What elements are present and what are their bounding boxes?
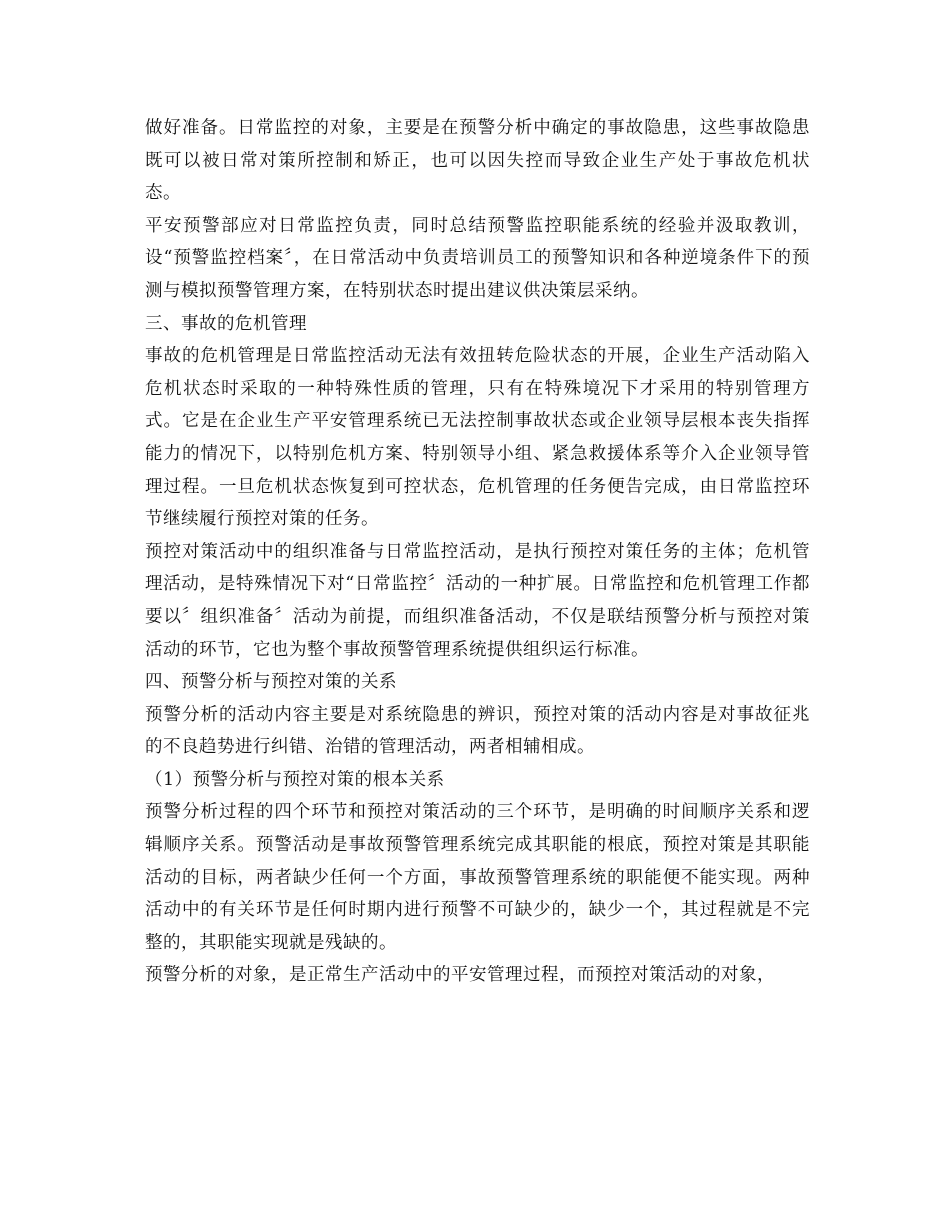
section-heading-crisis-management: 三、事故的危机管理: [145, 313, 307, 334]
paragraph-analysis-control-content: 预警分析的活动内容主要是对系统隐患的辨识，预控对策的活动内容是对事故征兆的不良趋势进行纠错、治错的管理活动，两者相辅相成。: [145, 704, 810, 758]
paragraph-analysis-object: 预警分析的对象，是正常生产活动中的平安管理过程，而预控对策活动的对象，: [145, 965, 775, 986]
paragraph-time-logic-order: 预警分析过程的四个环节和预控对策活动的三个环节，是明确的时间顺序关系和逻辑顺序关系。预警活动是事故预警管理系统完成其职能的根底，预控对策是其职能活动的目标，两者缺少任何一个方面，事故预警管理系统的职能便不能实现。两种活动中的有关环节是任何时期内进行预警不可缺少的，缺少一个，其过程就是不完整的，其职能实现就是残缺的。: [145, 802, 810, 953]
document-body: [145, 112, 810, 992]
paragraph-crisis-management-definition: 事故的危机管理是日常监控活动无法有效扭转危险状态的开展，企业生产活动陷入危机状态时采取的一种特殊性质的管理，只有在特殊境况下才采用的特别管理方式。它是在企业生产平安管理系统已无法控制事故状态或企业领导层根本丧失指挥能力的情况下，以特别危机方案、特别领导小组、紧急救援体系等介入企业领导管理过程。一旦危机状态恢复到可控状态，危机管理的任务便告完成，由日常监控环节继续履行预控对策的任务。: [145, 346, 810, 530]
paragraph-organization-preparation: 预控对策活动中的组织准备与日常监控活动，是执行预控对策任务的主体；危机管理活动，是特殊情况下对“日常监控〞活动的一种扩展。日常监控和危机管理工作都要以〞组织准备〞活动为前提，而组织准备活动，不仅是联结预警分析与预控对策活动的环节，它也为整个事故预警管理系统提供组织运行标准。: [145, 541, 810, 660]
paragraph-daily-monitoring-target: 做好准备。日常监控的对象，主要是在预警分析中确定的事故隐患，这些事故隐患既可以被日常对策所控制和矫正，也可以因失控而导致企业生产处于事故危机状态。: [145, 118, 810, 204]
section-heading-analysis-control-relation: 四、预警分析与预控对策的关系: [145, 672, 397, 693]
subsection-heading-basic-relation: （1）预警分析与预控对策的根本关系: [145, 769, 445, 790]
paragraph-safety-warning-department: 平安预警部应对日常监控负责，同时总结预警监控职能系统的经验并汲取教训，设“预警监控档案〞，在日常活动中负责培训员工的预警知识和各种逆境条件下的预测与模拟预警管理方案，在特别状态时提出建议供决策层采纳。: [145, 215, 810, 301]
